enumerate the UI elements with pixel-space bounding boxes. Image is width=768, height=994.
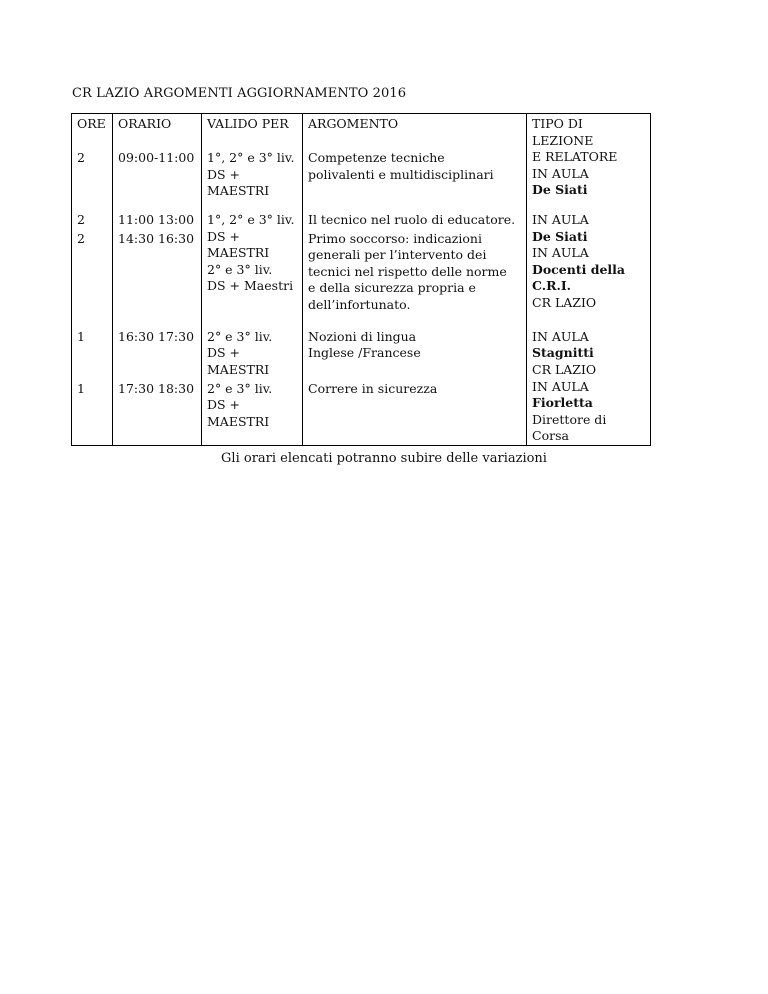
header-valido-per: VALIDO PER	[202, 114, 303, 149]
row23-tipo-cell	[527, 210, 651, 327]
row3-relatore: Docenti della C.R.I.	[532, 261, 625, 293]
row1-tipo: IN AULA	[532, 165, 589, 181]
row3-valido: 2° e 3° liv. DS + Maestri	[207, 261, 294, 293]
row5-extra: Direttore di Corsa	[532, 411, 607, 443]
table-header-row	[72, 114, 651, 149]
row1-ore: 2	[72, 148, 113, 210]
row4-ore: 1	[72, 327, 113, 379]
row3-ore: 2	[72, 229, 113, 327]
row5-argomento: Correre in sicurezza	[303, 379, 527, 446]
table-row	[72, 327, 651, 379]
header-tipo: TIPO DI LEZIONE E RELATORE	[532, 116, 618, 164]
row2-tipo: IN AULA	[532, 212, 589, 227]
row4-orario: 16:30 17:30	[113, 327, 202, 379]
document-title: CR LAZIO ARGOMENTI AGGIORNAMENTO 2016	[72, 86, 407, 101]
row2-orario: 11:00 13:00	[113, 210, 202, 229]
row2-valido: 1°, 2° e 3° liv. DS + MAESTRI	[207, 212, 295, 260]
header-argomento: ARGOMENTO	[303, 114, 527, 149]
row5-tipo-cell	[527, 379, 651, 446]
row5-ore: 1	[72, 379, 113, 446]
row2-argomento: Il tecnico nel ruolo di educatore.	[303, 210, 527, 229]
row4-extra: CR LAZIO	[532, 361, 597, 377]
row5-orario: 17:30 18:30	[113, 379, 202, 446]
row4-relatore: Stagnitti	[532, 345, 594, 360]
row5-relatore: Fiorletta	[532, 395, 593, 410]
footnote: Gli orari elencati potranno subire delle variazioni	[221, 451, 547, 466]
row2-relatore: De Siati	[532, 228, 588, 244]
table-row	[72, 210, 651, 229]
row2-valido-cell	[202, 210, 303, 327]
row5-tipo: IN AULA	[532, 378, 589, 394]
row5-valido: 2° e 3° liv. DS + MAESTRI	[202, 379, 303, 446]
row3-extra: CR LAZIO	[532, 294, 597, 310]
row4-tipo: IN AULA	[532, 328, 589, 344]
header-tipo-cell	[527, 114, 651, 211]
row1-relatore: De Siati	[532, 182, 588, 197]
row2-ore: 2	[72, 210, 113, 229]
row4-argomento: Nozioni di lingua Inglese /Francese	[303, 327, 527, 379]
header-ore: ORE	[72, 114, 113, 149]
table-row	[72, 379, 651, 446]
row3-tipo: IN AULA	[532, 245, 589, 260]
schedule-table	[71, 113, 651, 446]
row3-argomento: Primo soccorso: indicazioni generali per l’intervento dei tecnici nel rispetto delle norme e della sicurezza propria e dell’infortunato.	[303, 229, 527, 327]
row1-valido: 1°, 2° e 3° liv. DS + MAESTRI	[202, 148, 303, 210]
row4-valido: 2° e 3° liv. DS + MAESTRI	[202, 327, 303, 379]
row3-orario: 14:30 16:30	[113, 229, 202, 327]
row1-orario: 09:00-11:00	[113, 148, 202, 210]
row4-tipo-cell	[527, 327, 651, 379]
row1-argomento: Competenze tecniche polivalenti e multidisciplinari	[303, 148, 527, 210]
header-orario: ORARIO	[113, 114, 202, 149]
